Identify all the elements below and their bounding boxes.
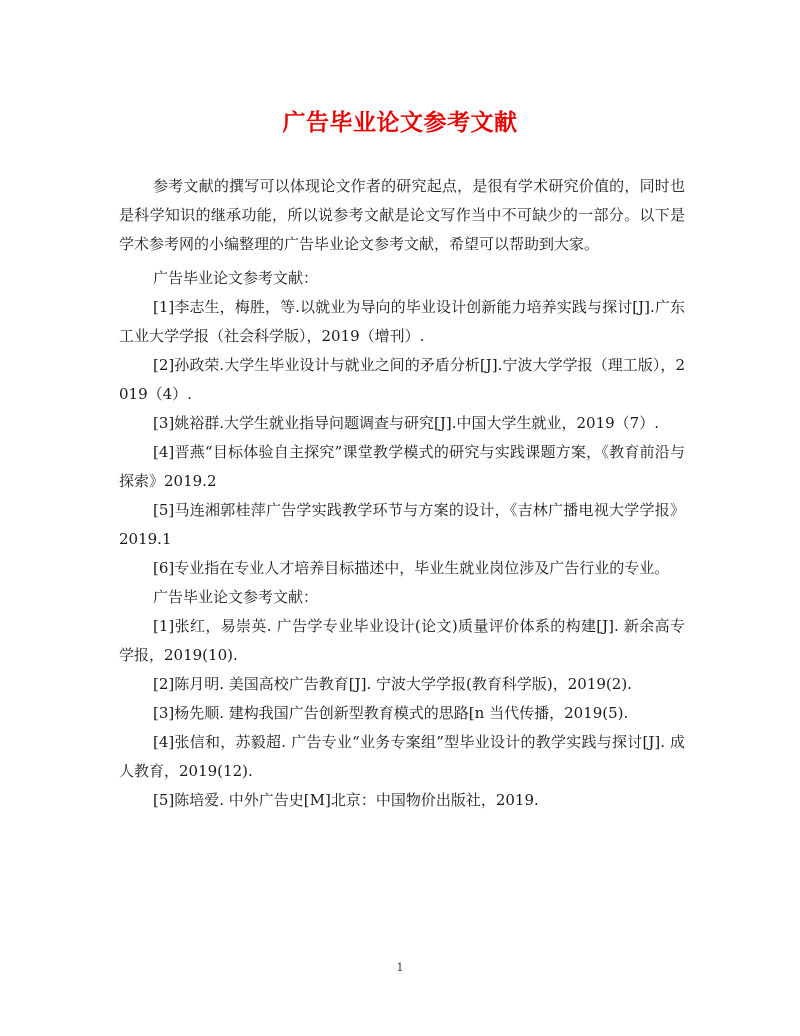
document-title: 广告毕业论文参考文献 — [282, 109, 518, 136]
reference-item: [1]张红，易崇英. 广告学专业毕业设计(论文)质量评价体系的构建[J]. 新余高专学报，2019(10). — [119, 617, 685, 664]
section-heading: 广告毕业论文参考文献： — [153, 269, 319, 287]
page-number: 1 — [396, 961, 404, 974]
document-body — [119, 172, 685, 815]
reference-item: [2]孙政荣.大学生毕业设计与就业之间的矛盾分析[J].宁波大学学报（理工版），2019（4）. — [119, 356, 685, 403]
reference-item: [1]李志生，梅胜，等.以就业为导向的毕业设计创新能力培养实践与探讨[J].广东工业大学学报（社会科学版），2019（增刊）. — [119, 298, 685, 345]
reference-item: [3]杨先顺. 建构我国广告创新型教育模式的思路[n 当代传播，2019(5). — [153, 704, 629, 722]
intro-paragraph: 参考文献的撰写可以体现论文作者的研究起点，是很有学术研究价值的，同时也是科学知识的继承功能，所以说参考文献是论文写作当中不可缺少的一部分。以下是学术参考网的小编整理的广告毕业论文参考文献，希望可以帮助到大家。 — [119, 177, 685, 253]
reference-item: [4]晋燕“目标体验自主探究”课堂教学模式的研究与实践课题方案，《教育前沿与探索》2019.2 — [119, 443, 685, 490]
reference-item: [4]张信和，苏毅超. 广告专业“业务专案组”型毕业设计的教学实践与探讨[J]. 成人教育，2019(12). — [119, 733, 685, 780]
reference-item: [3]姚裕群.大学生就业指导问题调查与研究[J].中国大学生就业，2019（7）. — [153, 414, 659, 432]
reference-item: [5]马连湘郭桂萍广告学实践教学环节与方案的设计，《吉林广播电视大学学报》2019.1 — [119, 501, 685, 548]
section-heading: 广告毕业论文参考文献： — [153, 588, 319, 606]
reference-item: [5]陈培爱. 中外广告史[M]北京：中国物价出版社，2019. — [153, 791, 539, 809]
reference-item: [6]专业指在专业人才培养目标描述中，毕业生就业岗位涉及广告行业的专业。 — [153, 559, 670, 577]
reference-item: [2]陈月明. 美国高校广告教育[J]. 宁波大学学报(教育科学版)，2019(2). — [153, 675, 632, 693]
